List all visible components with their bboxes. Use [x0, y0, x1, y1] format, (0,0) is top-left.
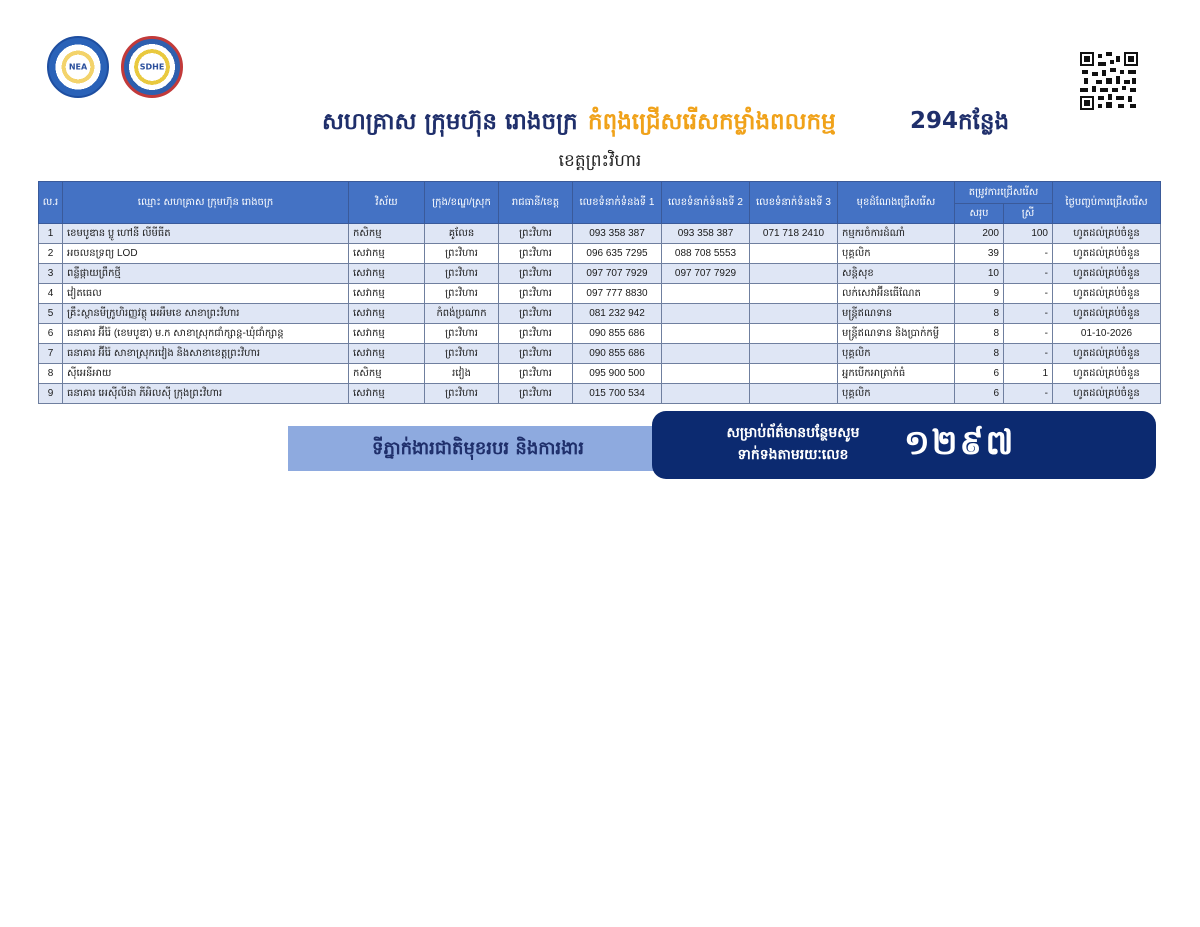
cell-province: ព្រះវិហារ	[499, 224, 573, 244]
job-vacancy-table	[38, 181, 1161, 404]
cell-no: 1	[39, 224, 63, 244]
cell-total: 8	[955, 344, 1004, 364]
cell-sector: សេវាកម្ម	[349, 324, 425, 344]
table-row	[39, 244, 1161, 264]
page-subtitle: កំពុងជ្រើសរើសកម្លាំងពលកម្ម	[588, 109, 836, 135]
hotline-info	[688, 422, 898, 466]
cell-no: 6	[39, 324, 63, 344]
hotline-number[interactable]: ១២៩៧	[904, 423, 1016, 463]
cell-province: ព្រះវិហារ	[499, 284, 573, 304]
hotline-info-line1: សម្រាប់ព័ត៌មានបន្ថែមសូម	[726, 425, 860, 441]
cell-phone3	[750, 384, 838, 404]
cell-name: ធនាគារ អ៊ីរ៉ៃ (ខេមបូឌា) ម.ក សាខាស្រុកជាំក្សាន្ត-ឃុំជាំក្សាន្ត	[63, 324, 349, 344]
table-row	[39, 264, 1161, 284]
cell-district: ព្រះវិហារ	[425, 284, 499, 304]
cell-phone2: 093 358 387	[662, 224, 750, 244]
cell-phone2: 088 708 5553	[662, 244, 750, 264]
cell-district: ព្រះវិហារ	[425, 344, 499, 364]
header-phone3: លេខទំនាក់ទំនងទី 3	[750, 182, 838, 224]
cell-female: -	[1004, 264, 1053, 284]
cell-position: បុគ្គលិក	[838, 344, 955, 364]
cell-position: បុគ្គលិក	[838, 244, 955, 264]
cell-province: ព្រះវិហារ	[499, 344, 573, 364]
cell-sector: សេវាកម្ម	[349, 264, 425, 284]
cell-no: 7	[39, 344, 63, 364]
cell-position: កម្មករចំការដំណាំ	[838, 224, 955, 244]
cell-total: 8	[955, 324, 1004, 344]
cell-phone2	[662, 304, 750, 324]
cell-province: ព្រះវិហារ	[499, 364, 573, 384]
cell-phone3	[750, 264, 838, 284]
cell-position: លក់សេវាអ៊ីនធើណែត	[838, 284, 955, 304]
header-female: ស្រី	[1004, 204, 1053, 224]
cell-no: 5	[39, 304, 63, 324]
cell-name: ធនាគារ អេស៊ីលីដា ភីអិលស៊ី ក្រុងព្រះវិហារ	[63, 384, 349, 404]
cell-phone3	[750, 324, 838, 344]
cell-female: -	[1004, 284, 1053, 304]
header-phone1: លេខទំនាក់ទំនងទី 1	[573, 182, 662, 224]
cell-total: 10	[955, 264, 1004, 284]
header-deadline: ថ្ងៃបញ្ចប់ការជ្រើសរើស	[1053, 182, 1161, 224]
agency-logo-text: NEA	[68, 62, 88, 72]
cell-phone1: 081 232 942	[573, 304, 662, 324]
agency-logo	[47, 36, 109, 98]
cell-phone1: 095 900 500	[573, 364, 662, 384]
cell-no: 4	[39, 284, 63, 304]
vacancy-count: 294	[910, 108, 959, 134]
cell-name: ស៊ីអេនីអាយ	[63, 364, 349, 384]
header-name: ឈ្មោះ សហគ្រាស ក្រុមហ៊ុន រោងចក្រ	[63, 182, 349, 224]
cell-phone1: 093 358 387	[573, 224, 662, 244]
cell-position: មន្ត្រីឥណទាន	[838, 304, 955, 324]
cell-phone1: 090 855 686	[573, 324, 662, 344]
partner-logo-text: SDHE	[139, 62, 165, 72]
cell-phone1: 097 777 8830	[573, 284, 662, 304]
header-need: តម្រូវការជ្រើសរើស	[955, 182, 1053, 204]
header-district: ក្រុង/ខណ្ឌ/ស្រុក	[425, 182, 499, 224]
cell-sector: សេវាកម្ម	[349, 244, 425, 264]
cell-district: កំពង់ប្រណាក	[425, 304, 499, 324]
table-row	[39, 384, 1161, 404]
cell-deadline: ហូតដល់គ្រប់ចំនួន	[1053, 344, 1161, 364]
cell-phone3: 071 718 2410	[750, 224, 838, 244]
cell-deadline: ហូតដល់គ្រប់ចំនួន	[1053, 244, 1161, 264]
cell-deadline: ហូតដល់គ្រប់ចំនួន	[1053, 284, 1161, 304]
vacancy-unit: កន្លែង	[958, 109, 1010, 135]
cell-position: បុគ្គលិក	[838, 384, 955, 404]
cell-phone3	[750, 244, 838, 264]
job-rows	[39, 224, 1161, 404]
cell-phone1: 015 700 534	[573, 384, 662, 404]
cell-female: -	[1004, 304, 1053, 324]
qr-code-icon[interactable]	[1080, 52, 1138, 110]
hotline-info-line2: ទាក់ទងតាមរយៈលេខ	[737, 447, 849, 463]
cell-deadline: ហូតដល់គ្រប់ចំនួន	[1053, 384, 1161, 404]
partner-logo	[121, 36, 183, 98]
header-position: មុខដំណែងជ្រើសរើស	[838, 182, 955, 224]
cell-district: ព្រះវិហារ	[425, 324, 499, 344]
cell-total: 200	[955, 224, 1004, 244]
cell-position: សន្តិសុខ	[838, 264, 955, 284]
cell-district: រវៀង	[425, 364, 499, 384]
cell-female: -	[1004, 344, 1053, 364]
cell-female: 100	[1004, 224, 1053, 244]
cell-district: ព្រះវិហារ	[425, 264, 499, 284]
table-row	[39, 284, 1161, 304]
cell-female: -	[1004, 384, 1053, 404]
cell-name: គ្រឹះស្ថានមីក្រូហិរញ្ញវត្ថុ អេអឹមខេ សាខាព្រះវិហារ	[63, 304, 349, 324]
cell-total: 6	[955, 364, 1004, 384]
cell-sector: សេវាកម្ម	[349, 384, 425, 404]
cell-district: ព្រះវិហារ	[425, 244, 499, 264]
hotline-banner	[652, 411, 1156, 479]
table-row	[39, 364, 1161, 384]
cell-phone1: 097 707 7929	[573, 264, 662, 284]
cell-deadline: ហូតដល់គ្រប់ចំនួន	[1053, 304, 1161, 324]
cell-total: 39	[955, 244, 1004, 264]
cell-sector: កសិកម្ម	[349, 224, 425, 244]
cell-deadline: ហូតដល់គ្រប់ចំនួន	[1053, 264, 1161, 284]
page-title: សហគ្រាស ក្រុមហ៊ុន រោងចក្រ	[322, 109, 578, 135]
header-sector: វិស័យ	[349, 182, 425, 224]
cell-name: ពន្លឺផ្កាយព្រឹកថ្មី	[63, 264, 349, 284]
cell-phone1: 090 855 686	[573, 344, 662, 364]
cell-phone2	[662, 384, 750, 404]
table-row	[39, 324, 1161, 344]
cell-total: 6	[955, 384, 1004, 404]
cell-province: ព្រះវិហារ	[499, 244, 573, 264]
cell-province: ព្រះវិហារ	[499, 324, 573, 344]
cell-phone1: 096 635 7295	[573, 244, 662, 264]
cell-no: 3	[39, 264, 63, 284]
table-row	[39, 224, 1161, 244]
cell-province: ព្រះវិហារ	[499, 304, 573, 324]
cell-district: គូលែន	[425, 224, 499, 244]
cell-no: 8	[39, 364, 63, 384]
cell-phone2: 097 707 7929	[662, 264, 750, 284]
cell-district: ព្រះវិហារ	[425, 384, 499, 404]
header-phone2: លេខទំនាក់ទំនងទី 2	[662, 182, 750, 224]
cell-name: ខេមបូឌាន ប្លូ ហៅនី លីមីធីត	[63, 224, 349, 244]
header-province: រាជធានី/ខេត្ត	[499, 182, 573, 224]
cell-sector: សេវាកម្ម	[349, 344, 425, 364]
table-row	[39, 344, 1161, 364]
cell-name: ធនាគារ អ៊ីរ៉ៃ សាខាស្រុករវៀង និងសាខាខេត្តព្រះវិហារ	[63, 344, 349, 364]
cell-phone3	[750, 284, 838, 304]
cell-phone3	[750, 304, 838, 324]
cell-name: អចលនទ្រព្យ LOD	[63, 244, 349, 264]
cell-sector: សេវាកម្ម	[349, 304, 425, 324]
cell-female: -	[1004, 324, 1053, 344]
agency-banner	[288, 426, 668, 471]
cell-phone2	[662, 284, 750, 304]
cell-total: 9	[955, 284, 1004, 304]
cell-deadline: ហូតដល់គ្រប់ចំនួន	[1053, 224, 1161, 244]
cell-total: 8	[955, 304, 1004, 324]
province-heading: ខេត្តព្រះវិហារ	[558, 151, 642, 171]
cell-female: 1	[1004, 364, 1053, 384]
table-row	[39, 304, 1161, 324]
header-no: ល.រ	[39, 182, 63, 224]
cell-province: ព្រះវិហារ	[499, 384, 573, 404]
title-row	[0, 108, 1200, 142]
cell-position: មន្ត្រីឥណទាន និងប្រាក់កម្ចី	[838, 324, 955, 344]
cell-phone2	[662, 324, 750, 344]
cell-position: អ្នកបើកអាត្រាក់ធំ	[838, 364, 955, 384]
cell-no: 2	[39, 244, 63, 264]
cell-female: -	[1004, 244, 1053, 264]
cell-deadline: 01-10-2026	[1053, 324, 1161, 344]
cell-deadline: ហូតដល់គ្រប់ចំនួន	[1053, 364, 1161, 384]
agency-name: ទីភ្នាក់ងារជាតិមុខរបរ និងការងារ	[372, 438, 584, 459]
cell-phone2	[662, 364, 750, 384]
cell-no: 9	[39, 384, 63, 404]
header-total: សរុប	[955, 204, 1004, 224]
cell-sector: កសិកម្ម	[349, 364, 425, 384]
cell-phone3	[750, 344, 838, 364]
cell-name: វៀតធេល	[63, 284, 349, 304]
cell-phone3	[750, 364, 838, 384]
cell-sector: សេវាកម្ម	[349, 284, 425, 304]
cell-phone2	[662, 344, 750, 364]
cell-province: ព្រះវិហារ	[499, 264, 573, 284]
